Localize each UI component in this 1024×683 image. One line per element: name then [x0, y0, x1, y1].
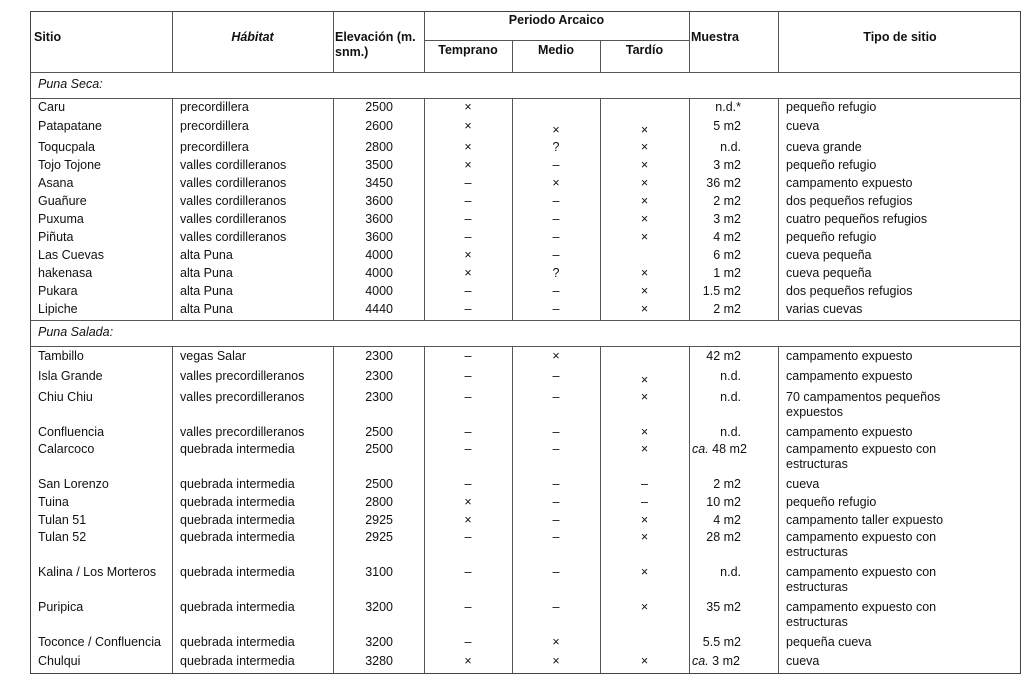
header-periodo-arcaico: Periodo Arcaico [508, 13, 605, 27]
cell-elevacion: 4000 [365, 248, 393, 262]
cell-temprano: – [464, 530, 472, 544]
cell-elevacion: 4000 [365, 266, 393, 280]
cell-tipo-de-sitio: pequeño refugio [786, 158, 877, 172]
cell-elevacion: 2300 [365, 369, 393, 383]
cell-medio: – [552, 390, 560, 404]
cell-elevacion: 3100 [365, 565, 393, 579]
cell-tipo-de-sitio: campamento expuesto con estructuras [786, 530, 937, 559]
cell-habitat: valles cordilleranos [180, 230, 287, 244]
cell-medio: – [552, 194, 560, 208]
cell-tipo-de-sitio: pequeña cueva [786, 635, 872, 649]
cell-medio: – [552, 248, 560, 262]
cell-tipo-de-sitio: pequeño refugio [786, 100, 877, 114]
cell-temprano: – [464, 230, 472, 244]
cell-habitat: alta Puna [180, 284, 233, 298]
cell-medio: ? [552, 266, 560, 280]
cell-muestra: 2 m2 [713, 194, 741, 208]
cell-elevacion: 3280 [365, 654, 393, 668]
cell-muestra: 4 m2 [713, 513, 741, 527]
cell-habitat: quebrada intermedia [180, 635, 295, 649]
section-label: Puna Seca: [38, 77, 103, 91]
cell-muestra: 36 m2 [706, 176, 741, 190]
cell-temprano: × [464, 654, 472, 668]
cell-sitio: Confluencia [38, 425, 105, 439]
cell-temprano: × [464, 248, 472, 262]
cell-temprano: – [464, 565, 472, 579]
cell-elevacion: 4000 [365, 284, 393, 298]
cell-muestra: 6 m2 [713, 248, 741, 262]
header-tipo-de-sitio: Tipo de sitio [863, 30, 937, 44]
cell-temprano: × [464, 119, 472, 133]
cell-temprano: – [464, 349, 472, 363]
cell-medio: – [552, 425, 560, 439]
cell-muestra: 4 m2 [713, 230, 741, 244]
cell-medio: – [552, 600, 560, 614]
header-bottom-line [30, 72, 1021, 73]
cell-tardio: × [640, 654, 649, 668]
cell-medio: – [552, 158, 560, 172]
cell-elevacion: 2300 [365, 390, 393, 404]
cell-tardio: × [640, 442, 649, 456]
cell-habitat: precordillera [180, 140, 249, 154]
cell-temprano: – [464, 302, 472, 316]
cell-muestra: 5.5 m2 [702, 635, 741, 649]
cell-sitio: Guañure [38, 194, 87, 208]
header-sub-divider [424, 40, 689, 41]
cell-habitat: valles precordilleranos [180, 369, 305, 383]
sample-value: 3 m2 [708, 654, 740, 668]
cell-sitio: Tulan 51 [38, 513, 87, 527]
cell-habitat: quebrada intermedia [180, 654, 295, 668]
cell-sitio: Kalina / Los Morteros [38, 565, 157, 579]
cell-tipo-de-sitio: cueva pequeña [786, 266, 872, 280]
cell-tardio: – [641, 495, 648, 509]
cell-sitio: Chulqui [38, 654, 81, 668]
cell-tardio: × [640, 194, 649, 208]
cell-tardio: × [640, 284, 649, 298]
cell-medio: – [552, 565, 560, 579]
cell-habitat: quebrada intermedia [180, 495, 295, 509]
header-temprano: Temprano [438, 43, 498, 57]
cell-muestra: 5 m2 [713, 119, 741, 133]
cell-habitat: valles precordilleranos [180, 425, 305, 439]
cell-habitat: valles cordilleranos [180, 158, 287, 172]
cell-elevacion: 3600 [365, 194, 393, 208]
cell-medio: – [552, 477, 560, 491]
cell-temprano: – [464, 176, 472, 190]
cell-sitio: Calarcoco [38, 442, 95, 456]
cell-muestra: 3 m2 [713, 158, 741, 172]
cell-elevacion: 2600 [365, 119, 393, 133]
cell-elevacion: 3200 [365, 600, 393, 614]
cell-elevacion: 4440 [365, 302, 393, 316]
cell-sitio: Puxuma [38, 212, 84, 226]
cell-medio: × [552, 635, 560, 649]
header-divider [778, 11, 779, 72]
cell-sitio: Caru [38, 100, 66, 114]
cell-sitio: Asana [38, 176, 74, 190]
cell-elevacion: 2925 [365, 530, 393, 544]
header-medio: Medio [537, 43, 575, 57]
cell-muestra: n.d. [720, 369, 741, 383]
cell-muestra: 1.5 m2 [702, 284, 741, 298]
cell-temprano: – [464, 194, 472, 208]
cell-muestra: 3 m2 [713, 212, 741, 226]
cell-muestra: n.d. [720, 425, 741, 439]
cell-medio: – [552, 513, 560, 527]
cell-tipo-de-sitio: cueva [786, 477, 820, 491]
cell-muestra: n.d. [720, 390, 741, 404]
cell-habitat: vegas Salar [180, 349, 247, 363]
cell-sitio: Tojo Tojone [38, 158, 102, 172]
cell-elevacion: 2500 [365, 100, 393, 114]
cell-temprano: – [464, 212, 472, 226]
cell-temprano: – [464, 600, 472, 614]
column-divider [172, 98, 173, 320]
cell-medio: – [552, 302, 560, 316]
section-divider [30, 346, 1021, 347]
cell-tardio: × [640, 212, 649, 226]
cell-elevacion: 2500 [365, 425, 393, 439]
cell-elevacion: 3600 [365, 212, 393, 226]
cell-muestra: 1 m2 [713, 266, 741, 280]
header-habitat: Hábitat [231, 30, 274, 44]
cell-habitat: quebrada intermedia [180, 565, 295, 579]
cell-temprano: × [464, 158, 472, 172]
cell-tipo-de-sitio: cuatro pequeños refugios [786, 212, 928, 226]
cell-sitio: Tuina [38, 495, 69, 509]
cell-tipo-de-sitio: pequeño refugio [786, 230, 877, 244]
column-divider [172, 346, 173, 673]
cell-temprano: – [464, 284, 472, 298]
cell-sitio: Isla Grande [38, 369, 103, 383]
cell-tardio: × [640, 123, 649, 137]
column-divider [778, 346, 779, 673]
cell-temprano: – [464, 369, 472, 383]
cell-medio: × [552, 654, 560, 668]
cell-tardio: × [640, 513, 649, 527]
cell-sitio: Toqucpala [38, 140, 95, 154]
cell-tardio: × [640, 176, 649, 190]
cell-habitat: quebrada intermedia [180, 530, 295, 544]
cell-tardio: × [640, 302, 649, 316]
header-tardio: Tardío [625, 43, 664, 57]
cell-habitat: quebrada intermedia [180, 442, 295, 456]
cell-muestra [692, 442, 754, 457]
header-divider [172, 11, 173, 72]
cell-habitat: alta Puna [180, 302, 233, 316]
cell-tipo-de-sitio: campamento expuesto [786, 369, 913, 383]
cell-temprano: × [464, 140, 472, 154]
circa-prefix: ca. [692, 442, 709, 456]
cell-tipo-de-sitio: cueva grande [786, 140, 862, 154]
cell-tardio: × [640, 425, 649, 439]
cell-elevacion: 2500 [365, 442, 393, 456]
cell-medio: × [552, 349, 560, 363]
cell-habitat: valles cordilleranos [180, 176, 287, 190]
cell-muestra: n.d. [720, 565, 741, 579]
cell-sitio: hakenasa [38, 266, 93, 280]
cell-medio: – [552, 495, 560, 509]
cell-muestra: 35 m2 [706, 600, 741, 614]
cell-elevacion: 2500 [365, 477, 393, 491]
cell-medio: × [552, 123, 560, 137]
cell-tardio: – [641, 477, 648, 491]
section-label: Puna Salada: [38, 325, 114, 339]
cell-tardio: × [640, 390, 649, 404]
cell-habitat: valles cordilleranos [180, 194, 287, 208]
cell-tipo-de-sitio: pequeño refugio [786, 495, 877, 509]
cell-temprano: × [464, 513, 472, 527]
cell-sitio: Piñuta [38, 230, 74, 244]
cell-muestra: n.d. [720, 140, 741, 154]
cell-temprano: – [464, 442, 472, 456]
header-divider [333, 11, 334, 72]
cell-habitat: valles precordilleranos [180, 390, 305, 404]
cell-sitio: Las Cuevas [38, 248, 105, 262]
cell-temprano: × [464, 100, 472, 114]
cell-elevacion: 2800 [365, 140, 393, 154]
cell-temprano: × [464, 495, 472, 509]
column-divider [778, 98, 779, 320]
cell-tardio: × [640, 530, 649, 544]
cell-tardio: × [640, 158, 649, 172]
section-divider [30, 320, 1021, 321]
cell-temprano: × [464, 266, 472, 280]
header-sitio: Sitio [34, 30, 62, 44]
cell-tipo-de-sitio: varias cuevas [786, 302, 863, 316]
cell-tipo-de-sitio: 70 campamentos pequeños expuestos [786, 390, 941, 419]
cell-medio: – [552, 284, 560, 298]
sample-value: 48 m2 [708, 442, 747, 456]
section-divider [30, 98, 1021, 99]
cell-sitio: Tulan 52 [38, 530, 87, 544]
circa-prefix: ca. [692, 654, 709, 668]
cell-habitat: precordillera [180, 119, 249, 133]
cell-tipo-de-sitio: campamento expuesto con estructuras [786, 600, 937, 629]
cell-habitat: valles cordilleranos [180, 212, 287, 226]
cell-medio: – [552, 442, 560, 456]
cell-sitio: Tambillo [38, 349, 84, 363]
cell-medio: – [552, 369, 560, 383]
cell-tipo-de-sitio: campamento expuesto con estructuras [786, 565, 937, 594]
cell-elevacion: 2300 [365, 349, 393, 363]
cell-tardio: × [640, 140, 649, 154]
cell-muestra: 42 m2 [706, 349, 741, 363]
cell-medio: – [552, 230, 560, 244]
cell-muestra: 2 m2 [713, 302, 741, 316]
header-elevacion: Elevación (m. snm.) [335, 30, 416, 59]
cell-sitio: Patapatane [38, 119, 102, 133]
cell-temprano: – [464, 425, 472, 439]
cell-tardio: × [640, 230, 649, 244]
cell-habitat: alta Puna [180, 248, 233, 262]
cell-elevacion: 3200 [365, 635, 393, 649]
cell-sitio: Toconce / Confluencia [38, 635, 161, 649]
cell-tardio: × [640, 266, 649, 280]
cell-medio: – [552, 530, 560, 544]
cell-temprano: – [464, 477, 472, 491]
cell-elevacion: 2925 [365, 513, 393, 527]
cell-tipo-de-sitio: campamento expuesto [786, 176, 913, 190]
cell-habitat: alta Puna [180, 266, 233, 280]
header-divider [689, 11, 690, 72]
header-muestra: Muestra [691, 30, 739, 44]
cell-habitat: quebrada intermedia [180, 477, 295, 491]
cell-sitio: San Lorenzo [38, 477, 109, 491]
cell-elevacion: 3500 [365, 158, 393, 172]
cell-tipo-de-sitio: cueva [786, 119, 820, 133]
cell-tipo-de-sitio: dos pequeños refugios [786, 194, 913, 208]
cell-muestra: 10 m2 [706, 495, 741, 509]
cell-sitio: Puripica [38, 600, 84, 614]
cell-elevacion: 3600 [365, 230, 393, 244]
cell-habitat: quebrada intermedia [180, 600, 295, 614]
cell-habitat: precordillera [180, 100, 249, 114]
cell-habitat: quebrada intermedia [180, 513, 295, 527]
cell-tipo-de-sitio: dos pequeños refugios [786, 284, 913, 298]
cell-sitio: Chiu Chiu [38, 390, 93, 404]
cell-elevacion: 3450 [365, 176, 393, 190]
cell-tardio: × [640, 373, 649, 387]
cell-tipo-de-sitio: cueva [786, 654, 820, 668]
cell-medio: × [552, 176, 560, 190]
cell-muestra: 2 m2 [713, 477, 741, 491]
cell-tardio: × [640, 600, 649, 614]
cell-muestra [692, 654, 754, 669]
cell-tipo-de-sitio: campamento expuesto con estructuras [786, 442, 937, 471]
cell-temprano: – [464, 635, 472, 649]
cell-tardio: × [640, 565, 649, 579]
cell-elevacion: 2800 [365, 495, 393, 509]
cell-sitio: Pukara [38, 284, 78, 298]
cell-tipo-de-sitio: campamento expuesto [786, 349, 913, 363]
cell-tipo-de-sitio: campamento taller expuesto [786, 513, 944, 527]
cell-tipo-de-sitio: cueva pequeña [786, 248, 872, 262]
cell-temprano: – [464, 390, 472, 404]
cell-medio: ? [552, 140, 560, 154]
cell-muestra: n.d.* [715, 100, 741, 114]
cell-tipo-de-sitio: campamento expuesto [786, 425, 913, 439]
cell-medio: – [552, 212, 560, 226]
cell-sitio: Lipiche [38, 302, 78, 316]
cell-muestra: 28 m2 [706, 530, 741, 544]
